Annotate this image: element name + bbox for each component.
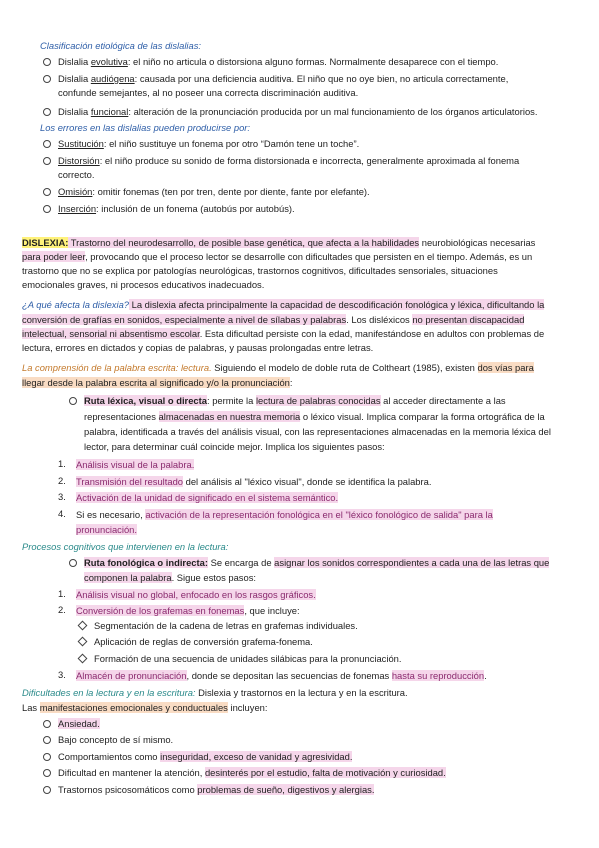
bullet-circle bbox=[43, 75, 51, 83]
step-number: 4. bbox=[58, 508, 66, 519]
step-item-cont: pronunciación. bbox=[76, 524, 137, 535]
ruta-fonologica-line-1: Ruta fonológica o indirecta: Se encarga de asignar los sonidos correspondientes a cada una de las letras que bbox=[84, 557, 550, 568]
list-item: Inserción: inclusión de un fonema (autobús por autobús). bbox=[58, 203, 295, 214]
sub-item: Aplicación de reglas de conversión grafema-fonema. bbox=[94, 636, 313, 647]
step-number: 2. bbox=[58, 475, 66, 486]
bullet-circle bbox=[43, 753, 51, 761]
ruta-lexica-line-4: lector, para determinar cuál coincide mejor. Implica los siguientes pasos: bbox=[84, 441, 385, 452]
heading-errores: Los errores en las dislalias pueden producirse por: bbox=[40, 122, 251, 133]
heading-procesos: Procesos cognitivos que intervienen en la lectura: bbox=[22, 541, 229, 552]
list-item: Dislalia funcional: alteración de la pronunciación producida por un mal funcionamiento de los órganos articulatorios. bbox=[58, 106, 538, 117]
dislexia-line-3: trastorno que no se explica por patologías neurológicas, trastornos cognitivos, dificultades sensoriales, situaciones bbox=[22, 265, 498, 276]
list-item-cont: correcto. bbox=[58, 169, 95, 180]
list-item: Dificultad en mantener la atención, desinterés por el estudio, falta de motivación y curiosidad. bbox=[58, 767, 446, 778]
bullet-circle bbox=[43, 736, 51, 744]
list-item: Trastornos psicosomáticos como problemas de sueño, digestivos y alergias. bbox=[58, 784, 375, 795]
step-item: Conversión de los grafemas en fonemas, que incluye: bbox=[76, 605, 300, 616]
dificultades-line-2: Las manifestaciones emocionales y conductuales incluyen: bbox=[22, 702, 268, 713]
bullet-circle bbox=[43, 58, 51, 66]
heading-clasificacion: Clasificación etiológica de las dislalias: bbox=[40, 40, 202, 51]
afecta-line-1: ¿A qué afecta la dislexia? La dislexia afecta principalmente la capacidad de descodificación fonológica y léxica, dificultando la bbox=[22, 299, 545, 310]
bullet-circle bbox=[43, 205, 51, 213]
dislexia-line-1: DISLEXIA: Trastorno del neurodesarrollo, de posible base genética, que afecta a la habilidades neurobiológicas necesarias bbox=[22, 237, 536, 248]
afecta-line-3: intelectual, sensorial ni absentismo escolar. Esta dificultad persiste con la edad, manifestándose en adultos con problemas de bbox=[22, 328, 545, 339]
bullet-circle bbox=[43, 769, 51, 777]
bullet-diamond bbox=[78, 637, 88, 647]
step-item: Activación de la unidad de significado en el sistema semántico. bbox=[76, 492, 339, 503]
comprension-line-2: llegar desde la palabra escrita al significado y/o la pronunciación: bbox=[22, 377, 293, 388]
list-item-cont: confunde semejantes, al no poseer una correcta discriminación auditiva. bbox=[58, 87, 359, 98]
sub-item: Segmentación de la cadena de letras en grafemas individuales. bbox=[94, 620, 358, 631]
step-item: Análisis visual no global, enfocado en los rasgos gráficos. bbox=[76, 589, 316, 600]
ruta-lexica-line-3: palabra, identificada a través del análisis visual, con las representaciones almacenadas en la memoria léxica del bbox=[84, 426, 551, 437]
bullet-circle bbox=[43, 108, 51, 116]
step-item: Análisis visual de la palabra. bbox=[76, 459, 195, 470]
step-item: Transmisión del resultado del análisis al "léxico visual", donde se identifica la palabra. bbox=[76, 476, 432, 487]
ruta-lexica-line-2: representaciones almacenadas en nuestra memoria o léxico visual. Implica comparar la forma ortográfica de la bbox=[84, 411, 545, 422]
afecta-line-4: lectura, errores en dictados y copias de palabras, y pausas prolongadas entre letras. bbox=[22, 342, 374, 353]
list-item: Distorsión: el niño produce su sonido de forma distorsionada e incorrecta, generalmente aproximada al fonema bbox=[58, 155, 520, 166]
list-item: Dislalia audiógena: causada por una deficiencia auditiva. El niño que no oye bien, no articula correctamente, bbox=[58, 73, 509, 84]
bullet-circle bbox=[43, 157, 51, 165]
list-item: Bajo concepto de sí mismo. bbox=[58, 734, 174, 745]
dislexia-line-2: para poder leer, provocando que el proceso lector se desarrolle con dificultades que persisten en el tiempo. Además, es un bbox=[22, 251, 533, 262]
bullet-diamond bbox=[78, 621, 88, 631]
list-item: Sustitución: el niño sustituye un fonema por otro “Damón tene un toche”. bbox=[58, 138, 360, 149]
step-item: Almacén de pronunciación, donde se depositan las secuencias de fonemas hasta su reproducción. bbox=[76, 670, 487, 681]
bullet-circle bbox=[69, 559, 77, 567]
bullet-circle bbox=[43, 188, 51, 196]
bullet-circle bbox=[43, 786, 51, 794]
bullet-diamond bbox=[78, 654, 88, 664]
bullet-circle bbox=[69, 397, 77, 405]
list-item: Ansiedad. bbox=[58, 718, 100, 729]
afecta-line-2: conversión de grafías en sonidos, especialmente a nivel de sílabas y palabras. Los disléxicos no presentan discapacidad bbox=[22, 314, 525, 325]
list-item: Omisión: omitir fonemas (ten por tren, dente por diente, fante por elefante). bbox=[58, 186, 370, 197]
step-number: 3. bbox=[58, 491, 66, 502]
ruta-fonologica-line-2: componen la palabra. Sigue estos pasos: bbox=[84, 572, 256, 583]
comprension-line-1: La comprensión de la palabra escrita: lectura. Siguiendo el modelo de doble ruta de Coltheart (1985), existen dos vías para bbox=[22, 362, 534, 373]
step-number: 1. bbox=[58, 588, 66, 599]
step-item: Si es necesario, activación de la representación fonológica en el "léxico fonológico de salida" para la bbox=[76, 509, 493, 520]
sub-item: Formación de una secuencia de unidades silábicas para la pronunciación. bbox=[94, 653, 402, 664]
bullet-circle bbox=[43, 720, 51, 728]
list-item: Dislalia evolutiva: el niño no articula o distorsiona alguno formas. Normalmente desaparece con el tiempo. bbox=[58, 56, 499, 67]
step-number: 2. bbox=[58, 604, 66, 615]
list-item: Comportamientos como inseguridad, exceso de vanidad y agresividad. bbox=[58, 751, 353, 762]
step-number: 1. bbox=[58, 458, 66, 469]
bullet-circle bbox=[43, 140, 51, 148]
ruta-lexica-line-1: Ruta léxica, visual o directa: permite la lectura de palabras conocidas al acceder directamente a las bbox=[84, 395, 506, 406]
dificultades-line-1: Dificultades en la lectura y en la escritura: Dislexia y trastornos en la lectura y en la escritura. bbox=[22, 687, 408, 698]
dislexia-line-4: emocionales graves, ni procesos educativos inadecuados. bbox=[22, 279, 265, 290]
step-number: 3. bbox=[58, 669, 66, 680]
